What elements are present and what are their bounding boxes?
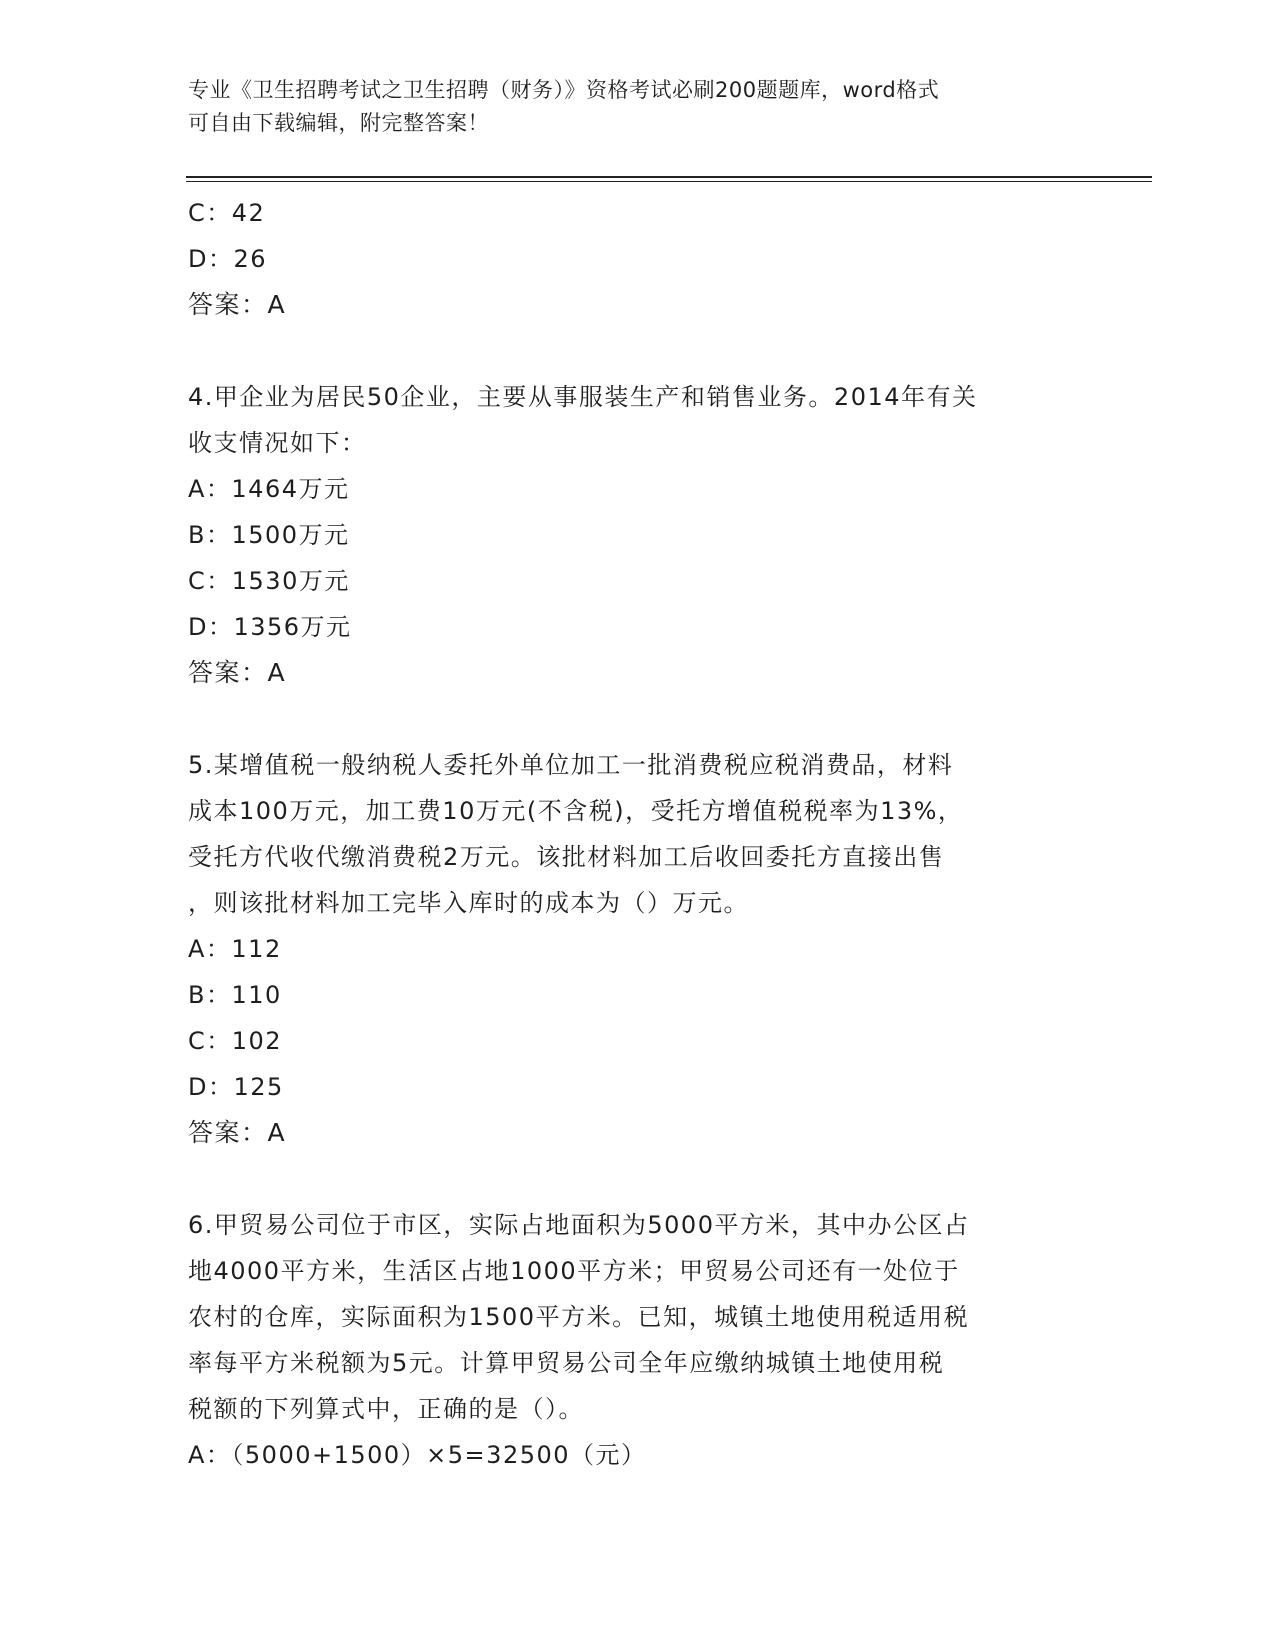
question-3-tail — [188, 190, 1088, 328]
question-stem-line: 收支情况如下： — [188, 429, 367, 457]
question-4 — [188, 374, 1088, 696]
question-stem-line: ，则该批材料加工完毕入库时的成本为（）万元。 — [188, 889, 749, 917]
header-rule-thin — [186, 181, 1152, 182]
question-stem-line: 5.某增值税一般纳税人委托外单位加工一批消费税应税消费品，材料 — [188, 751, 954, 779]
answer-line: 答案：A — [188, 658, 287, 687]
answer-line: 答案：A — [188, 290, 287, 319]
header-line-2: 可自由下载编辑，附完整答案！ — [188, 111, 489, 135]
question-stem-line: 地4000平方米，生活区占地1000平方米；甲贸易公司还有一处位于 — [188, 1257, 960, 1285]
question-stem-line: 4.甲企业为居民50企业，主要从事服装生产和销售业务。2014年有关 — [188, 383, 978, 411]
question-stem-line: 税额的下列算式中，正确的是（）。 — [188, 1395, 584, 1423]
question-stem-line: 率每平方米税额为5元。计算甲贸易公司全年应缴纳城镇土地使用税 — [188, 1349, 945, 1377]
option-b: B：1500万元 — [188, 521, 350, 549]
option-c: C：102 — [188, 1027, 283, 1055]
option-a: A：（5000+1500）×5=32500（元） — [188, 1441, 647, 1469]
option-c: C：1530万元 — [188, 567, 350, 595]
question-stem-line: 农村的仓库，实际面积为1500平方米。已知，城镇土地使用税适用税 — [188, 1303, 970, 1331]
option-c: C：42 — [188, 199, 266, 227]
option-d: D：125 — [188, 1073, 284, 1101]
spacer — [188, 328, 1088, 374]
answer-line: 答案：A — [188, 1118, 287, 1147]
question-6 — [188, 1202, 1088, 1478]
option-d: D：1356万元 — [188, 613, 352, 641]
spacer — [188, 1156, 1088, 1202]
question-content — [188, 190, 1088, 1478]
header-rule-thick — [186, 176, 1152, 178]
question-stem-line: 成本100万元，加工费10万元(不含税)，受托方增值税税率为13%， — [188, 797, 964, 825]
option-b: B：110 — [188, 981, 282, 1009]
document-header — [188, 74, 1088, 140]
option-a: A：112 — [188, 935, 282, 963]
question-stem-line: 受托方代收代缴消费税2万元。该批材料加工后收回委托方直接出售 — [188, 843, 945, 871]
option-a: A：1464万元 — [188, 475, 350, 503]
question-stem-line: 6.甲贸易公司位于市区，实际占地面积为5000平方米，其中办公区占 — [188, 1211, 970, 1239]
header-line-1: 专业《卫生招聘考试之卫生招聘（财务）》资格考试必刷200题题库，word格式 — [188, 78, 940, 102]
spacer — [188, 696, 1088, 742]
question-5 — [188, 742, 1088, 1156]
option-d: D：26 — [188, 245, 268, 273]
